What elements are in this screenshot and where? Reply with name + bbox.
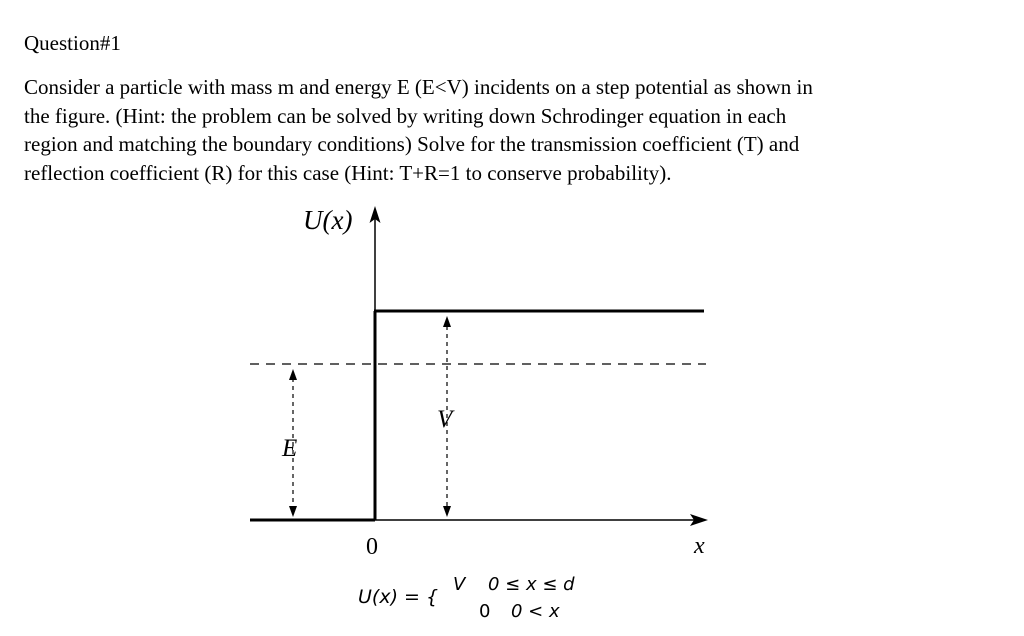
question-line: the figure. (Hint: the problem can be solved by writing down Schrodinger equation in each bbox=[24, 103, 787, 128]
energy-label: E bbox=[282, 435, 298, 462]
potential-arrow-up bbox=[443, 316, 451, 327]
energy-arrow-up bbox=[289, 369, 297, 380]
equation-case2-condition: 0 < x bbox=[511, 601, 560, 622]
equation-case1-value: V bbox=[453, 574, 466, 595]
question-title: Question#1 bbox=[24, 31, 121, 55]
equation-case2-value: 0 bbox=[479, 601, 491, 622]
potential-arrow-down bbox=[443, 506, 451, 517]
y-axis-label: U(x) bbox=[303, 205, 353, 235]
question-line: reflection coefficient (R) for this case (Hint: T+R=1 to conserve probability). bbox=[24, 160, 672, 185]
x-axis-label: x bbox=[694, 533, 705, 559]
question-line: region and matching the boundary conditions) Solve for the transmission coefficient (T) and bbox=[24, 132, 800, 156]
origin-label: 0 bbox=[366, 534, 378, 560]
question-line: Consider a particle with mass m and energy E (E<V) incidents on a step potential as shown in bbox=[24, 75, 813, 99]
potential-label: V bbox=[437, 406, 453, 433]
equation-case1-condition: 0 ≤ x ≤ d bbox=[488, 574, 575, 595]
equation-lhs: U(x) = { bbox=[358, 586, 439, 608]
energy-arrow-down bbox=[289, 506, 297, 517]
